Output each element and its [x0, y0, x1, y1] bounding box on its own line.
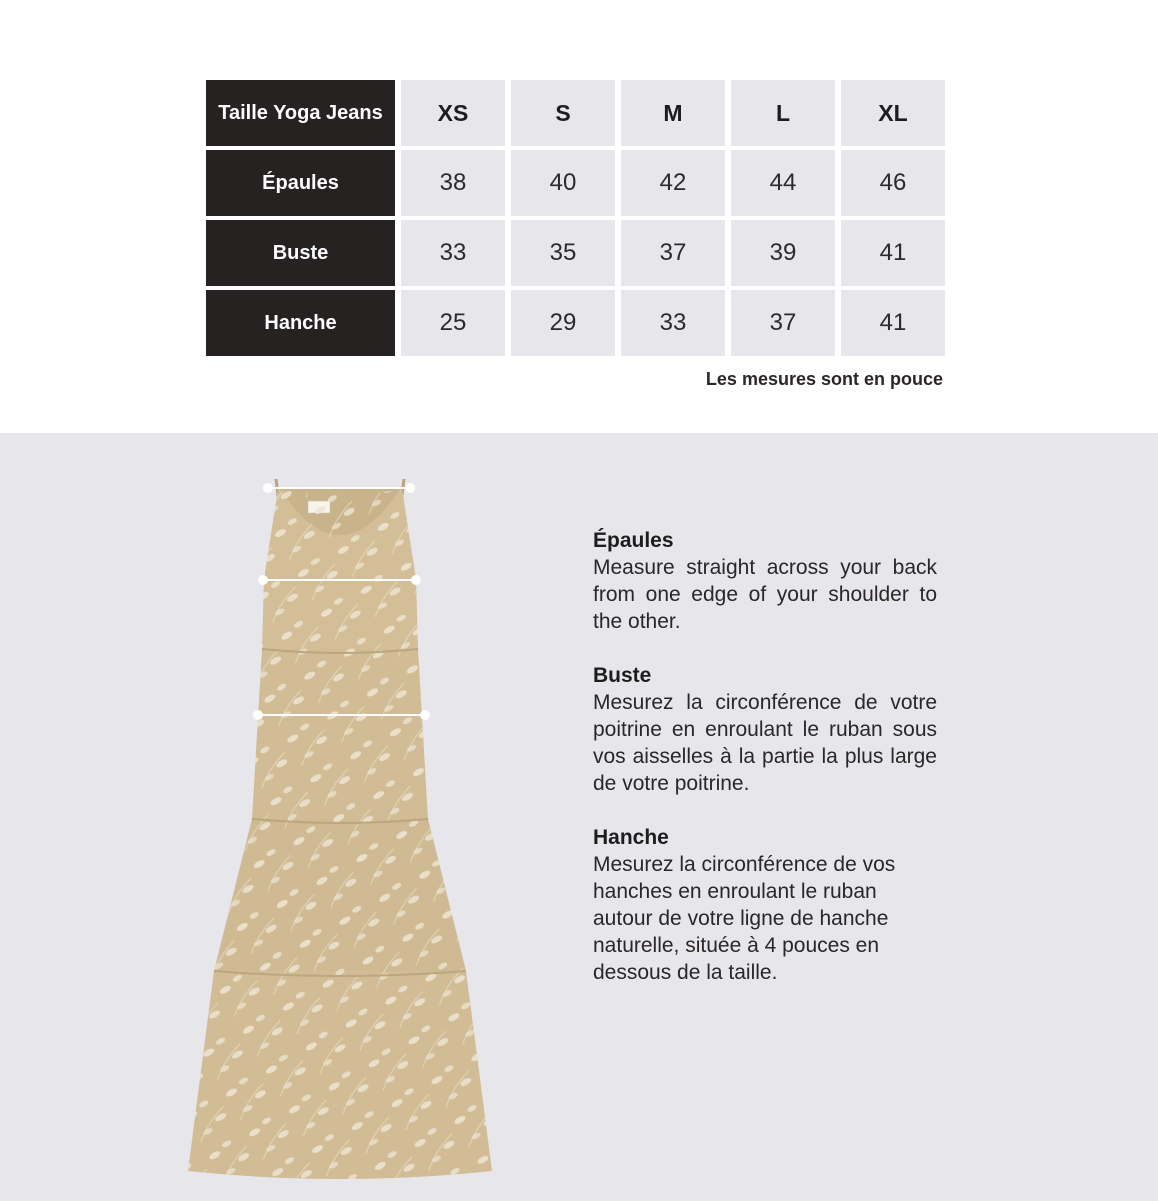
table-cell: 42: [621, 150, 725, 216]
row-label-epaules: Épaules: [206, 150, 395, 216]
table-cell: 40: [511, 150, 615, 216]
guide-item-buste: [593, 662, 937, 797]
table-cell: 44: [731, 150, 835, 216]
guide-title: Hanche: [593, 826, 669, 849]
bust-measure-dot-right: [411, 575, 421, 585]
table-cell: 35: [511, 220, 615, 286]
hip-measure-dot-left: [253, 710, 263, 720]
guide-description: Measure straight across your back from one edge of your shoulder to the other.: [593, 556, 937, 633]
bust-measure-line: [263, 579, 416, 581]
hip-measure-dot-right: [420, 710, 430, 720]
table-cell: 33: [401, 220, 505, 286]
shoulder-measure-dot-left: [263, 483, 273, 493]
table-cell: 46: [841, 150, 945, 216]
hip-measure-line: [258, 714, 425, 716]
table-cell: 38: [401, 150, 505, 216]
size-header-xs: XS: [401, 80, 505, 146]
shoulder-measure-dot-right: [405, 483, 415, 493]
measurement-instructions: [593, 527, 937, 1013]
size-header-m: M: [621, 80, 725, 146]
size-header-l: L: [731, 80, 835, 146]
size-header-xl: XL: [841, 80, 945, 146]
guide-description: Mesurez la circonférence de votre poitrine en enroulant le ruban sous vos aisselles à la partie la plus large de votre poitrine.: [593, 691, 937, 795]
units-note: Les mesures sont en pouce: [705, 369, 943, 389]
table-cell: 37: [731, 290, 835, 356]
guide-item-epaules: [593, 527, 937, 635]
measurement-guide-panel: [0, 433, 1158, 1201]
guide-item-hanche: [593, 824, 937, 986]
shoulder-measure-line: [268, 487, 410, 489]
size-header-s: S: [511, 80, 615, 146]
table-cell: 41: [841, 220, 945, 286]
row-label-hanche: Hanche: [206, 290, 395, 356]
dress-illustration: [180, 471, 500, 1183]
guide-description: Mesurez la circonférence de vos hanches en enroulant le ruban autour de votre ligne de hanche naturelle, située à 4 pouces en dessous de la taille.: [593, 853, 896, 984]
table-cell: 25: [401, 290, 505, 356]
table-cell: 41: [841, 290, 945, 356]
table-corner-label: Taille Yoga Jeans: [206, 80, 395, 146]
row-label-buste: Buste: [206, 220, 395, 286]
bust-measure-dot-left: [258, 575, 268, 585]
table-cell: 39: [731, 220, 835, 286]
size-chart-table: [206, 80, 945, 356]
table-cell: 29: [511, 290, 615, 356]
guide-title: Buste: [593, 664, 652, 687]
dress-image: [180, 471, 500, 1183]
table-cell: 37: [621, 220, 725, 286]
guide-title: Épaules: [593, 529, 674, 552]
table-cell: 33: [621, 290, 725, 356]
